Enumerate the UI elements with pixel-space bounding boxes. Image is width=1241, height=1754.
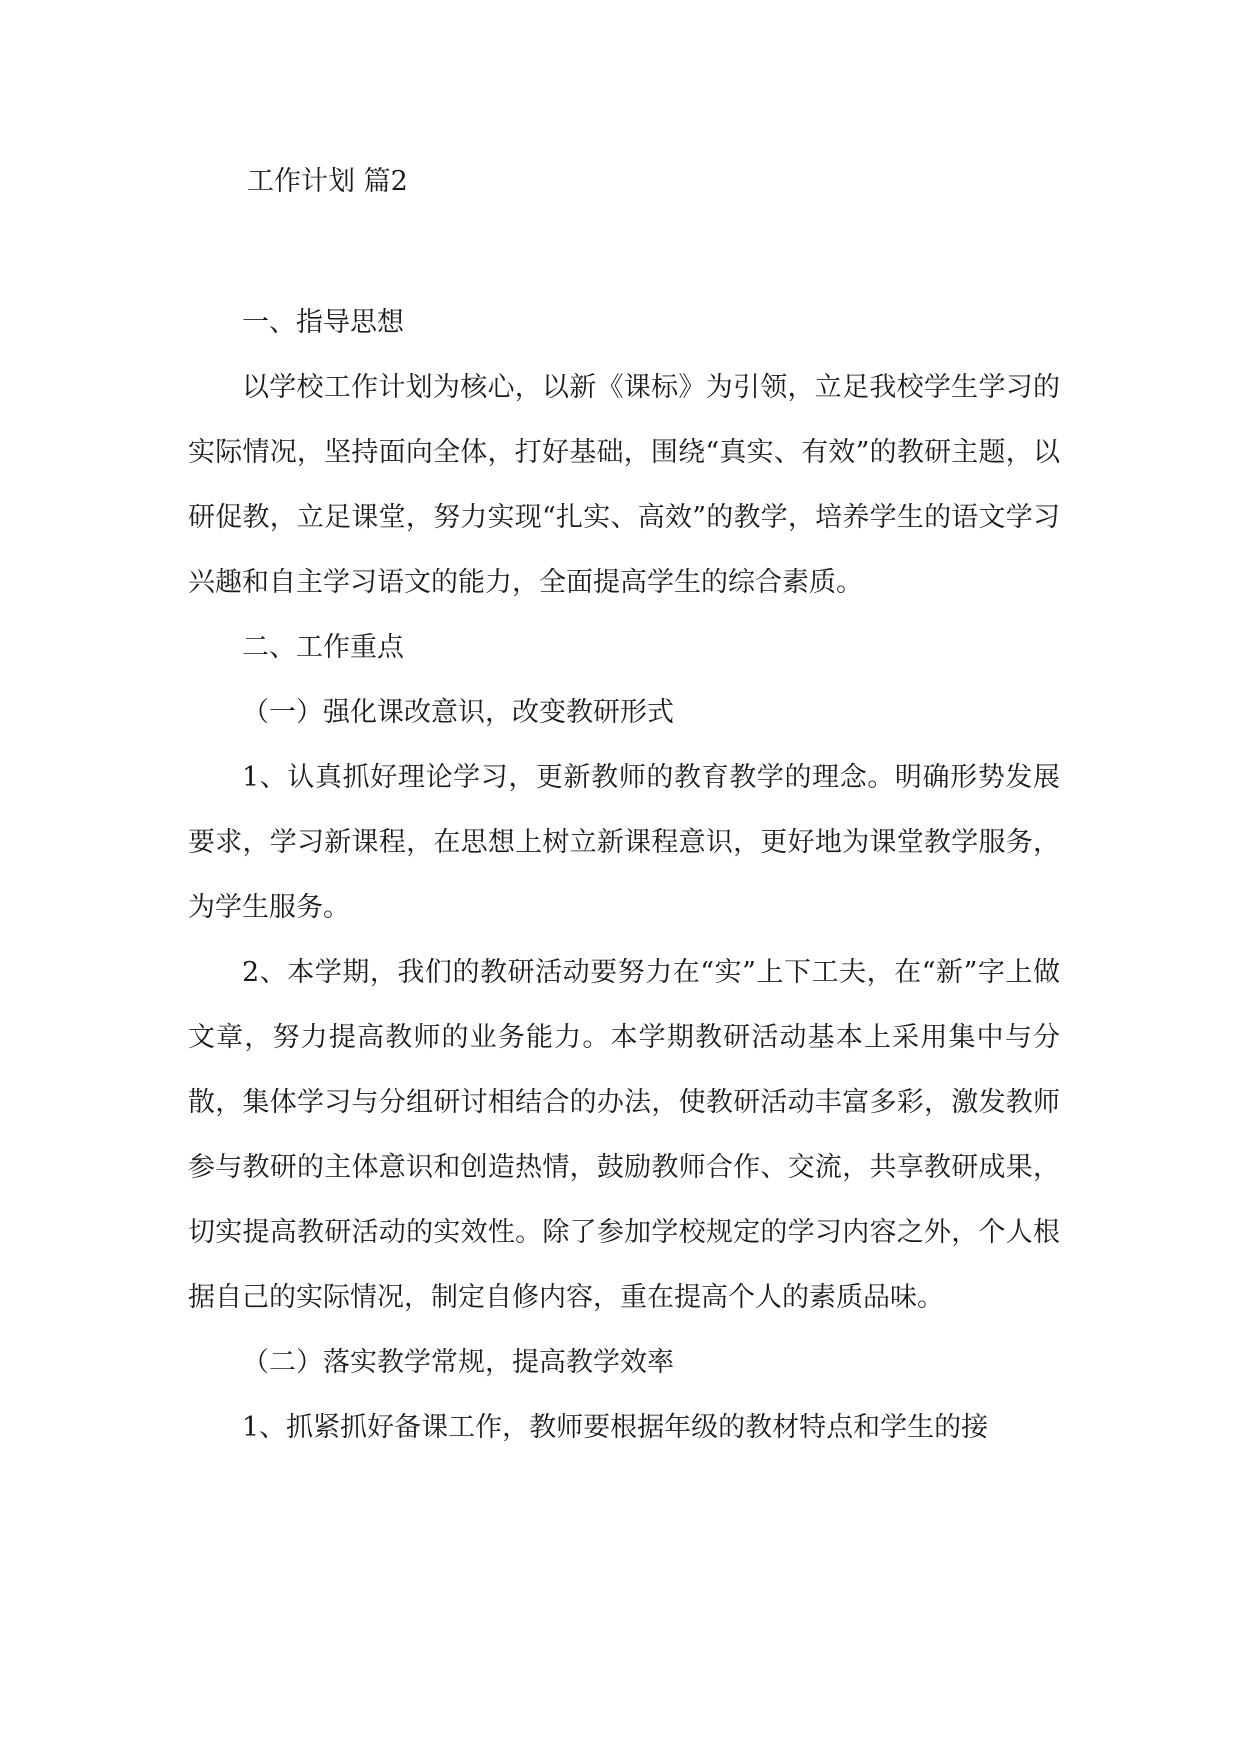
section-heading-work-focus: 二、工作重点: [242, 632, 404, 663]
subsection-heading-curriculum-reform: （一）强化课改意识，改变教研形式: [242, 697, 674, 728]
paragraph-guiding-ideology: 以学校工作计划为核心，以新《课标》为引领，立足我校学生学习的实际情况，坚持面向全体，打好基础，围绕“真实、有效”的教研主题，以研促教，立足课堂，努力实现“扎实、高效”的教学，培养学生的语文学习兴趣和自主学习语文的能力，全面提高学生的综合素质。: [188, 372, 1060, 598]
document-body: [188, 290, 1060, 1460]
subsection-heading-teaching-routine: （二）落实教学常规，提高教学效率: [242, 1347, 674, 1378]
section-heading-guiding-ideology: 一、指导思想: [242, 307, 404, 338]
document-title: 工作计划 篇2: [247, 166, 408, 197]
paragraph-teaching-research: 2、本学期，我们的教研活动要努力在“实”上下工夫，在“新”字上做文章，努力提高教师的业务能力。本学期教研活动基本上采用集中与分散，集体学习与分组研讨相结合的办法，使教研活动丰富多彩，激发教师参与教研的主体意识和创造热情，鼓励教师合作、交流，共享教研成果，切实提高教研活动的实效性。除了参加学校规定的学习内容之外，个人根据自己的实际情况，制定自修内容，重在提高个人的素质品味。: [188, 957, 1060, 1313]
paragraph-lesson-preparation: 1、抓紧抓好备课工作，教师要根据年级的教材特点和学生的接: [242, 1412, 989, 1443]
paragraph-theory-study: 1、认真抓好理论学习，更新教师的教育教学的理念。明确形势发展要求，学习新课程，在思想上树立新课程意识，更好地为课堂教学服务，为学生服务。: [188, 762, 1060, 923]
